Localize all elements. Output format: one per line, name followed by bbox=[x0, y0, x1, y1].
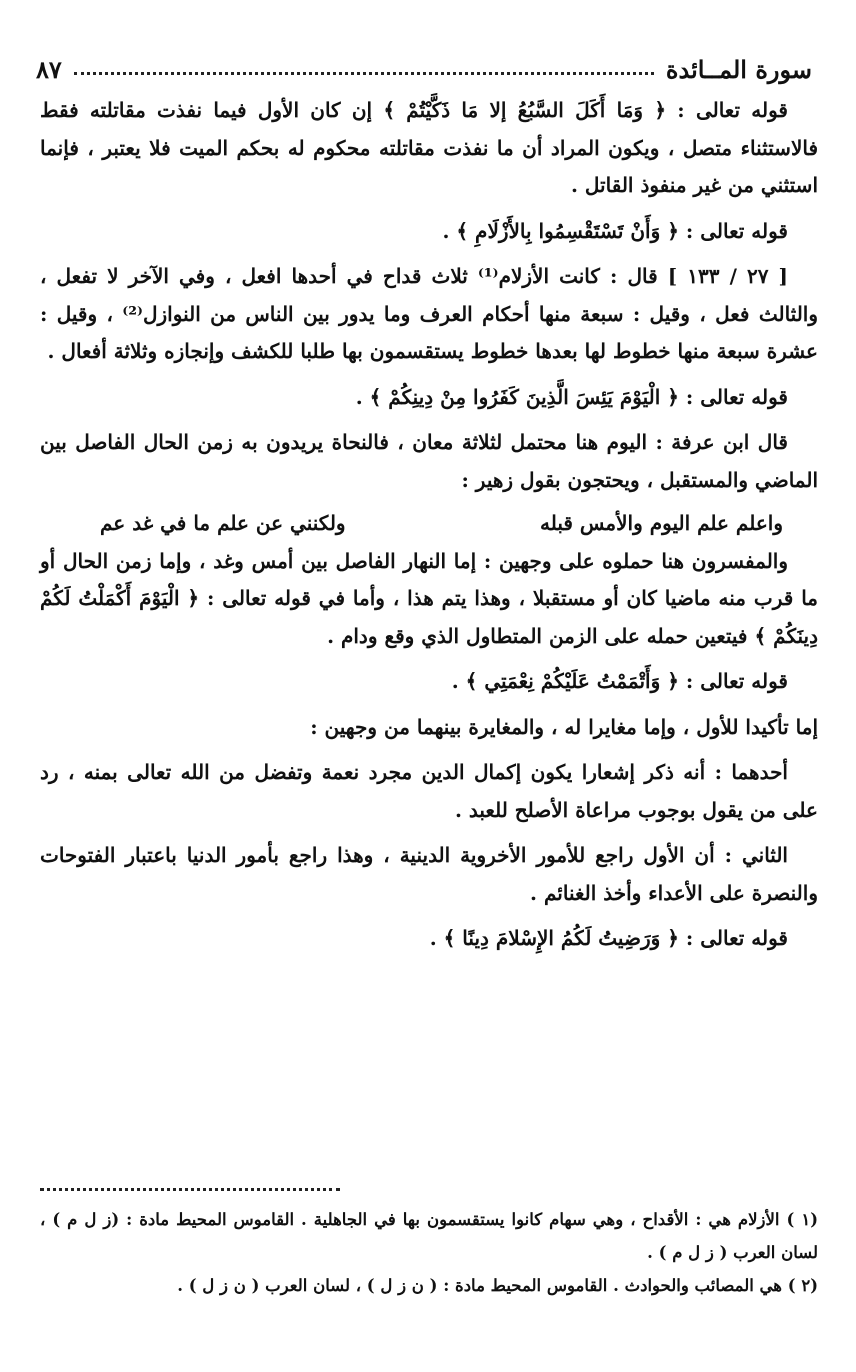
surah-title: سورة المــائدة bbox=[665, 54, 812, 84]
footnote-1: (١ ) الأزلام هي : الأقداح ، وهي سهام كانوا يستقسمون بها في الجاهلية . القاموس المحيط مادة : (ز ل م ) ، لسان العرب ( ز ل م ) . bbox=[40, 1210, 818, 1262]
poem-second-hemistich: ولكنني عن علم ما في غد عم bbox=[100, 511, 346, 535]
paragraph: أحدهما : أنه ذكر إشعارا يكون إكمال الدين مجرد نعمة وتفضل من الله تعالى بمنه ، رد على من يقول بوجوب مراعاة الأصلح للعبد . bbox=[40, 760, 818, 822]
footnotes bbox=[40, 1203, 818, 1302]
paragraph: قوله تعالى : ﴿ وَمَا أَكَلَ السَّبُعُ إلا مَا ذَكَّيْتُمْ ﴾ إن كان الأول فيما نفذت مقاتلته فقط فالاستثناء متصل ، ويكون المراد أن ما نفذت مقاتلته محكوم له بحكم الميت فلا يعتبر ، فإنما استثني من غير منفوذ القاتل . bbox=[40, 98, 818, 197]
page-header bbox=[36, 52, 812, 86]
poem-first-hemistich: واعلم علم اليوم والأمس قبله bbox=[540, 511, 783, 535]
paragraph: الثاني : أن الأول راجع للأمور الأخروية الدينية ، وهذا راجع بأمور الدنيا باعتبار الفتوحات والنصرة على الأعداء وأخذ الغنائم . bbox=[40, 843, 818, 905]
paragraph: [ ٢٧ / ١٣٣ ] قال : كانت الأزلام⁽¹⁾ ثلاث قداح في أحدها افعل ، وفي الآخر لا تفعل ، والثالث فعل ، وقيل : سبعة منها أحكام العرف وما يدور بين الناس من النوازل⁽²⁾ ، وقيل : عشرة سبعة منها خطوط لها بعدها خطوط يستقسمون بها طلبا للكشف وإنجازه وثلاثة أفعال . bbox=[40, 264, 818, 363]
paragraph: قال ابن عرفة : اليوم هنا محتمل لثلاثة معان ، فالنحاة يريدون به زمن الحال الفاصل بين الماضي والمستقبل ، ويحتجون بقول زهير : bbox=[40, 430, 818, 492]
paragraph: إما تأكيدا للأول ، وإما مغايرا له ، والمغايرة بينهما من وجهين : bbox=[310, 714, 818, 739]
verse-heading: قوله تعالى : ﴿ الْيَوْمَ يَئِسَ الَّذِينَ كَفَرُوا مِنْ دِينِكُمْ ﴾ . bbox=[355, 384, 788, 409]
verse-heading: قوله تعالى : ﴿ وَأَنْ تَسْتَقْسِمُوا بِالأَزْلَامِ ﴾ . bbox=[442, 218, 788, 243]
verse-heading: قوله تعالى : ﴿ وَأَتْمَمْتُ عَلَيْكُمْ نِعْمَتِي ﴾ . bbox=[451, 669, 788, 693]
footnote-separator bbox=[40, 1188, 340, 1191]
page-number: ٨٧ bbox=[36, 54, 62, 84]
verse-heading: قوله تعالى : ﴿ وَرَضِيتُ لَكُمُ الإِسْلامَ دِينًا ﴾ . bbox=[429, 926, 788, 950]
page-body bbox=[40, 92, 818, 958]
header-dotted-rule bbox=[74, 72, 654, 75]
poem-verse bbox=[40, 505, 818, 543]
footnote-2: (٢ ) هي المصائب والحوادث . القاموس المحيط مادة : ( ن ز ل ) ، لسان العرب ( ن ز ل ) . bbox=[177, 1276, 818, 1295]
paragraph: والمفسرون هنا حملوه على وجهين : إما النهار الفاصل بين أمس وغد ، وإما زمن الحال أو ما قرب منه ماضيا كان أو مستقبلا ، وهذا يتم هذا ، وأما في قوله تعالى : ﴿ الْيَوْمَ أَكْمَلْتُ لَكُمْ دِينَكُمْ ﴾ فيتعين حمله على الزمن المتطاول الذي وقع ودام . bbox=[40, 548, 818, 648]
